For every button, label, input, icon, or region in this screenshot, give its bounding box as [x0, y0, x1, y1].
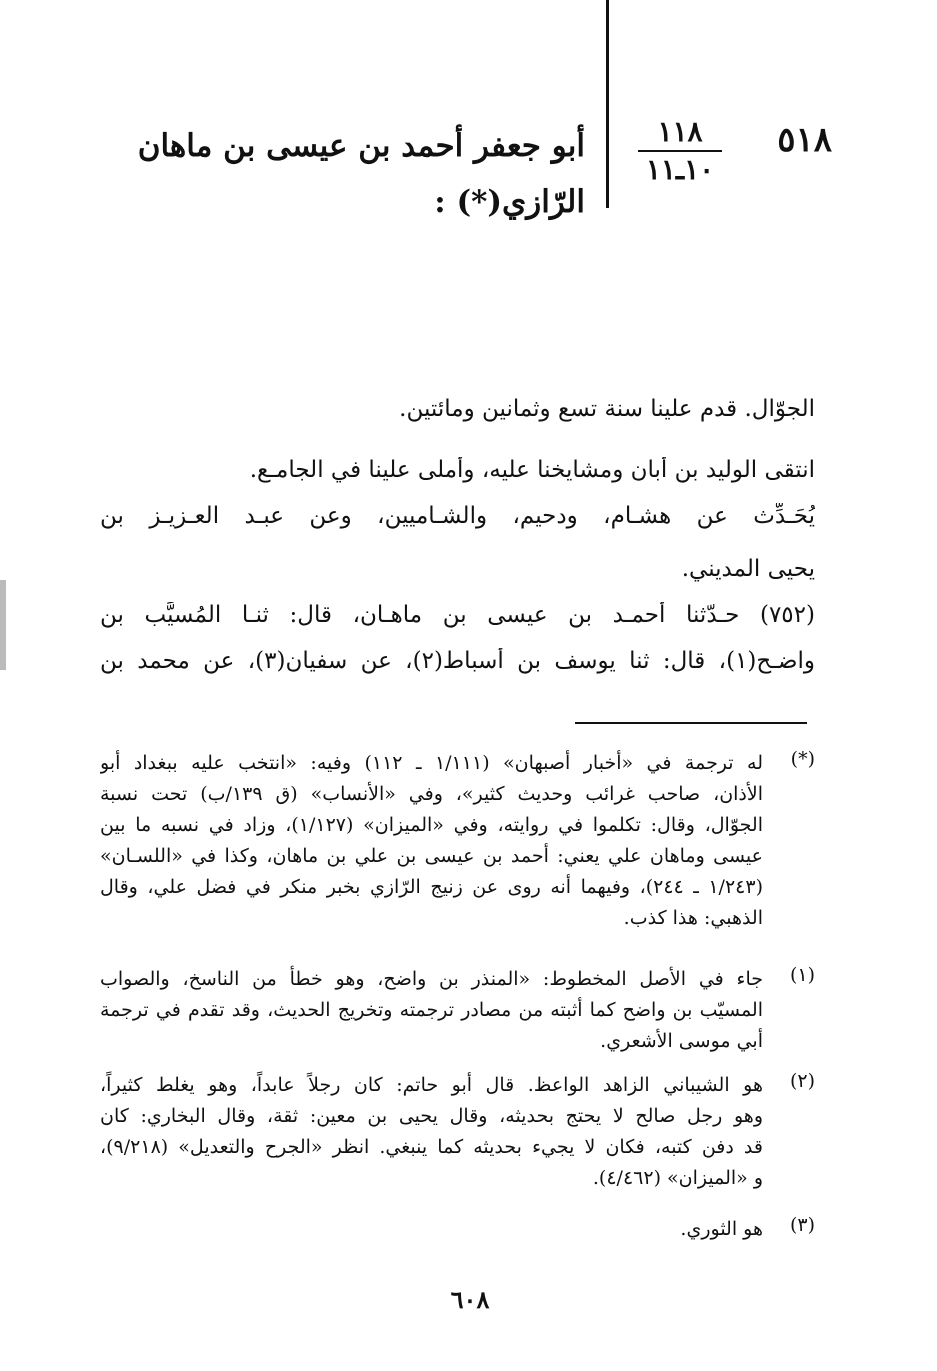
fraction-bar: [638, 150, 722, 152]
footnote-line: (١/٢٤٣ ـ ٢٤٤)، وفيهما أنه روى عن زنيج الرّازي بخبر منكر في فضل علي، وقال: [100, 876, 763, 898]
footnote-line: جاء في الأصل المخطوط: «المنذر بن واضح، وهو خطأ من الناسخ، والصواب: [100, 968, 763, 990]
entry-fraction: [630, 116, 730, 186]
footnote-line: قد دفن كتبه، فكان لا يجيء بحديثه كما ينبغي. انظر «الجرح والتعديل» (٩/٢١٨)،: [100, 1136, 763, 1158]
footnote-line: له ترجمة في «أخبار أصبهان» (١/١١١ ـ ١١٢) وفيه: «انتخب عليه ببغداد أبو: [100, 752, 763, 774]
footnote-line: الجوّال، وقال: تكلموا في روايته، وفي «الميزان» (١/١٢٧)، وزاد في نسبه ما بين: [100, 814, 763, 836]
footnote: [100, 964, 815, 1057]
footnote-line: الأذان، صاحب غرائب وحديث كثير»، وفي «الأنساب» (ق ١٣٩/ب) تحت نسبة: [100, 783, 763, 805]
entry-title: [137, 118, 585, 230]
body-line: الجوّال. قدم علينا سنة تسع وثمانين ومائتين.: [399, 396, 815, 422]
scan-margin-mark: [0, 580, 6, 670]
footnote-marker: (١): [789, 964, 815, 986]
footnote-line: الذهبي: هذا كذب.: [623, 907, 763, 929]
footnote-marker: (٢): [789, 1070, 815, 1092]
footnote: [100, 1214, 815, 1245]
footnote-marker: (*): [790, 748, 815, 770]
footnote: [100, 748, 815, 934]
footnote-line: أبي موسى الأشعري.: [600, 1030, 763, 1052]
footnote-line: عيسى وماهان علي يعني: أحمد بن عيسى بن علي بن ماهان، وكذا في «اللسـان»: [100, 845, 763, 867]
footnote-line: هو الثوري.: [680, 1218, 763, 1240]
body-line: انتقى الوليد بن أبان ومشايخنا عليه، وأملى علينا في الجامـع.: [249, 457, 815, 483]
footnote-line: و «الميزان» (٤/٤٦٢).: [592, 1167, 763, 1189]
header-divider: [606, 0, 609, 208]
body-line: (٧٥٢) حـدّثنا أحمـد بن عيسى بن ماهـان، قال: ثنـا المُسيَّب بن: [100, 602, 815, 628]
title-line-2: الرّازي(*) :: [434, 184, 585, 220]
footnote: [100, 1070, 815, 1194]
fraction-bottom: ١٠ـ١١: [645, 153, 715, 186]
footnote-line: هو الشيباني الزاهد الواعظ. قال أبو حاتم: كان رجلاً عابداً، وهو يغلط كثيراً،: [100, 1074, 763, 1096]
footnote-line: وهو رجل صالح لا يحتج بحديثه، وقال يحيى بن معين: ثقة، وقال البخاري: كان: [100, 1105, 763, 1127]
footnote-separator: [575, 722, 807, 724]
footnote-marker: (٣): [789, 1214, 815, 1236]
body-line: يُحَـدِّث عن هشـام، ودحيم، والشـاميين، وعن عبـد العـزيـز بن: [100, 503, 815, 529]
body-line: يحيى المديني.: [681, 556, 815, 582]
page-number: ٦٠٨: [450, 1285, 490, 1314]
fraction-top: ١١٨: [657, 115, 703, 148]
title-line-1: أبو جعفر أحمد بن عيسى بن ماهان: [137, 128, 585, 164]
body-line: واضـح(١)، قال: ثنا يوسف بن أسباط(٢)، عن سفيان(٣)، عن محمد بن: [100, 648, 815, 674]
footnote-line: المسيّب بن واضح كما أثبته من مصادر ترجمته وتخريج الحديث، وقد تقدم في ترجمة: [100, 999, 763, 1021]
entry-number: ٥١٨: [777, 120, 832, 160]
